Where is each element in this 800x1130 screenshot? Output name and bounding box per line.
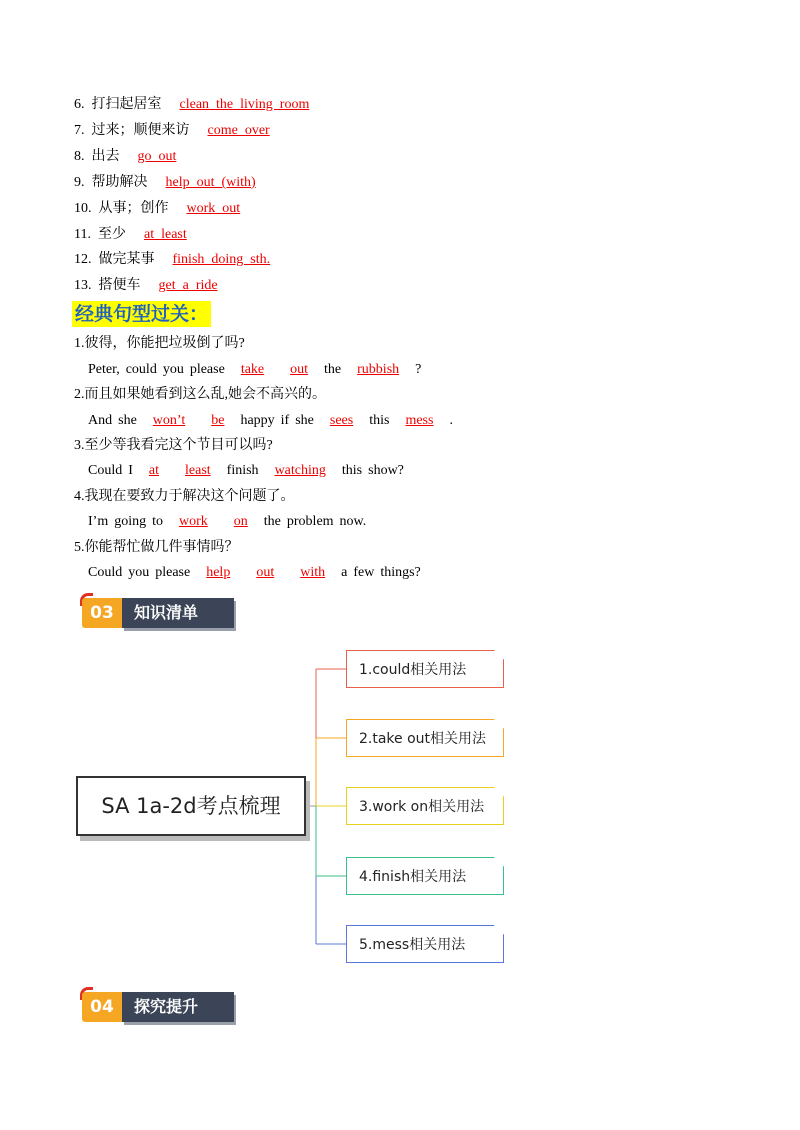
sentence-word: could	[125, 362, 157, 377]
sentence-word: Peter,	[88, 362, 120, 377]
phrase-item	[74, 148, 186, 166]
answer-blank: sees	[329, 413, 354, 428]
phrase-item	[74, 226, 197, 244]
sentence-chinese: 3.至少等我看完这个节目可以吗?	[74, 438, 273, 453]
mindmap-root: SA 1a-2d考点梳理	[76, 776, 306, 836]
answer-blank: rubbish	[357, 362, 400, 377]
sentence-word: the	[263, 514, 281, 529]
answer-blank: out	[290, 362, 309, 377]
phrase-number: 8.	[74, 149, 85, 164]
phrase-number: 6.	[74, 97, 85, 112]
answer-blank: watching	[274, 463, 326, 478]
sentence-word: to	[152, 514, 163, 529]
mindmap-node: 5.mess相关用法	[346, 925, 504, 963]
phrase-chinese: 出去	[91, 149, 120, 164]
phrase-item	[74, 251, 280, 269]
sentence-english	[88, 361, 427, 379]
phrase-answer: help out (with)	[165, 175, 256, 190]
sentence-word: few	[353, 565, 375, 580]
phrase-answer: at least	[143, 227, 187, 242]
answer-blank: won’t	[152, 413, 186, 428]
phrase-item	[74, 174, 266, 192]
sentence-word: Could	[88, 463, 123, 478]
phrase-answer: clean the living room	[179, 97, 310, 112]
sentence-word: this	[341, 463, 363, 478]
phrase-chinese: 至少	[97, 227, 126, 242]
phrase-item	[74, 96, 319, 114]
phrase-number: 13.	[74, 278, 92, 293]
sentence-word: show?	[368, 463, 404, 478]
phrase-item	[74, 277, 228, 295]
sentence-word: Could	[88, 565, 123, 580]
mindmap-node: 1.could相关用法	[346, 650, 504, 688]
phrase-chinese: 打扫起居室	[91, 97, 162, 112]
sentence-word: she	[295, 413, 314, 428]
sentence-word: ?	[415, 362, 422, 377]
answer-blank: out	[256, 565, 275, 580]
section-title: 探究提升	[122, 992, 234, 1022]
answer-blank: least	[185, 463, 211, 478]
answer-blank: with	[300, 565, 326, 580]
phrase-chinese: 帮助解决	[91, 175, 148, 190]
phrase-answer: come over	[207, 123, 270, 138]
section-number: 03	[82, 598, 122, 628]
answer-blank: help	[206, 565, 231, 580]
sentence-word: I’m	[88, 514, 109, 529]
sentence-chinese: 1.彼得，你能把垃圾倒了吗?	[74, 336, 245, 351]
phrase-answer: get a ride	[158, 278, 218, 293]
answer-blank: work	[179, 514, 208, 529]
answer-blank: take	[240, 362, 265, 377]
sentence-word: the	[324, 362, 342, 377]
answer-blank: on	[233, 514, 248, 529]
sentence-word: happy	[240, 413, 275, 428]
sentence-word: please	[189, 362, 225, 377]
phrase-chinese: 从事；创作	[98, 201, 169, 216]
phrase-item	[74, 122, 280, 140]
sentence-word: finish	[226, 463, 259, 478]
sentence-english	[88, 462, 410, 480]
sentence-word: problem	[286, 514, 334, 529]
phrase-number: 10.	[74, 201, 92, 216]
sentence-word: please	[155, 565, 191, 580]
sentence-word: going	[114, 514, 147, 529]
mindmap-node: 3.work on相关用法	[346, 787, 504, 825]
phrase-item	[74, 200, 250, 218]
phrase-answer: go out	[137, 149, 177, 164]
sentence-word: .	[449, 413, 453, 428]
phrase-number: 11.	[74, 227, 91, 242]
answer-blank: at	[148, 463, 160, 478]
sentence-english	[88, 412, 459, 430]
sentence-word: now.	[339, 514, 367, 529]
sentence-word: she	[118, 413, 137, 428]
sentence-english	[88, 513, 372, 531]
phrase-answer: finish doing sth.	[172, 252, 271, 267]
phrase-number: 9.	[74, 175, 85, 190]
phrase-number: 7.	[74, 123, 85, 138]
sentence-word: if	[280, 413, 290, 428]
phrase-number: 12.	[74, 252, 92, 267]
answer-blank: be	[211, 413, 225, 428]
sentence-chinese: 2.而且如果她看到这么乱,她会不高兴的。	[74, 387, 326, 402]
sentence-word: you	[128, 565, 150, 580]
sentence-word: you	[162, 362, 184, 377]
sentence-word: things?	[380, 565, 421, 580]
sentence-chinese: 5.你能帮忙做几件事情吗？	[74, 540, 239, 555]
section-title: 知识清单	[122, 598, 234, 628]
mindmap-node: 2.take out相关用法	[346, 719, 504, 757]
sentence-english	[88, 564, 427, 582]
phrase-chinese: 做完某事	[98, 252, 155, 267]
phrase-answer: work out	[186, 201, 241, 216]
sentence-chinese: 4.我现在要致力于解决这个问题了。	[74, 489, 295, 504]
sentence-word: this	[369, 413, 390, 428]
mindmap-node: 4.finish相关用法	[346, 857, 504, 895]
answer-blank: mess	[405, 413, 434, 428]
sentence-word: I	[128, 463, 133, 478]
section-number: 04	[82, 992, 122, 1022]
phrase-chinese: 过来；顺便来访	[91, 123, 190, 138]
sentence-word: And	[88, 413, 113, 428]
sentence-section-heading: 经典句型过关：	[72, 301, 211, 327]
sentence-word: a	[341, 565, 348, 580]
phrase-chinese: 搭便车	[98, 278, 141, 293]
